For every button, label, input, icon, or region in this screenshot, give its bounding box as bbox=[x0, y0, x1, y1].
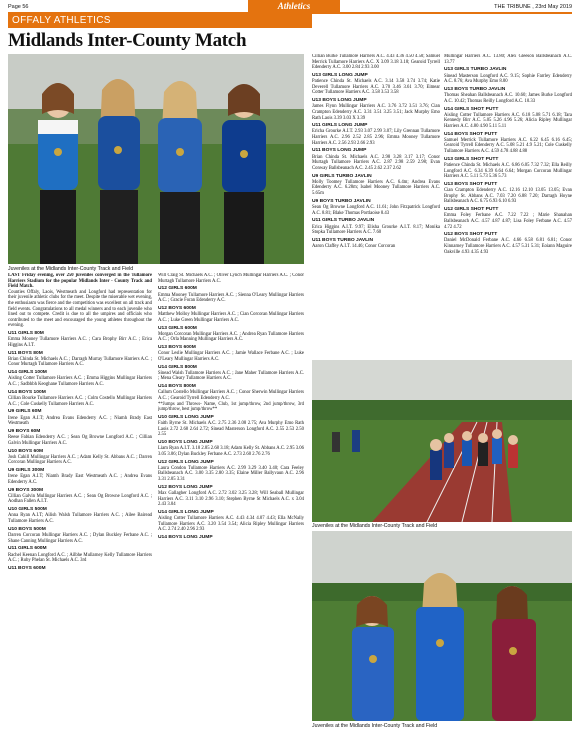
event-heading: U11 BOYS TURBO JAVLIN bbox=[312, 237, 374, 243]
result-paragraph: Laura Condon Tullamore Harriers A.C. 2.99 3.29 3.40 3.40; Cara Feeley Ballsbeanach A.C. 3.00 3.35 2.80 3.35; Elaine Miller Ballyvaun A.C. 2.96 3.31 2.05 3.31 bbox=[158, 465, 304, 483]
event-heading: U14 BOYS 100M bbox=[8, 389, 46, 395]
result-paragraph: Rachel Keenan Longford A.C. ; Ailbhe Mullarney Kelly Tullamore Harriers A.C. ; Ruby Phelan St. Michaels A.C. 3rd bbox=[8, 552, 152, 564]
result-paragraph: Sinead Masterson Longford A.C. 9.15; Sophie Farrley Edenderry A.C. 8.76; Ava Murphy Emo 8.00 bbox=[444, 73, 572, 85]
event-heading: U14 BOYS SHOT PUTT bbox=[444, 131, 498, 137]
result-paragraph: Emma Mooney Tullamore Harriers A.C. ; Sienna O'Leary Mullingar Harriers A.C. ; Gracie Foran Edenderry A.C. bbox=[158, 292, 304, 304]
result-paragraph: Darren Corcoran Mullingar Harriers A.C. ; Dylan Buckley Ferbane A.C. ; Shane Canning Mullingar Harriers A.C. bbox=[8, 532, 152, 544]
event-heading: U10 BOYS 500M bbox=[8, 526, 46, 532]
event-heading: U10 GIRLS 500M bbox=[8, 507, 47, 513]
article-column-1 bbox=[8, 273, 152, 725]
section-tab: Athletics bbox=[248, 0, 340, 12]
event-heading: U9 GIRLS 300M bbox=[8, 468, 45, 474]
result-paragraph: Cillian Galvin Mullingar Harriers A.C. ; Sean Og Browne Longford A.C. ; Aodhan Fallen A.I.T. bbox=[8, 493, 152, 505]
event-heading: U14 GIRLS SHOT PUTT bbox=[444, 106, 499, 112]
event-heading: U11 BOYS 80M bbox=[8, 350, 43, 356]
event-heading: U14 BOYS LONG JUMP bbox=[158, 535, 213, 541]
result-paragraph: Thomas Sheahan Ballsbeanach A.C. 10.60; James Burke Longford A.C. 10.42; Thomas Reilly Longford A.C. 10.33 bbox=[444, 93, 572, 104]
photo-top-image bbox=[8, 54, 304, 264]
event-heading: U12 BOYS LONG JUMP bbox=[158, 484, 213, 490]
article-column-3 bbox=[312, 54, 440, 366]
photo-middle-image bbox=[312, 360, 572, 522]
result-paragraph: Aisling Cotter Tullamore Harriers A.C. ; Emma Higgins Mullingar Harriers A.C. ; Sadbhbh Keoghane Tullamore Harriers A.C. bbox=[8, 376, 152, 388]
event-heading: U13 GIRLS LONG JUMP bbox=[312, 72, 368, 78]
section-strap: OFFALY ATHLETICS bbox=[8, 14, 312, 28]
result-paragraph: Liam Ryan A.I.T. 3.18 2.85 2.68 3.18; Adam Kelly St. Abbans A.C. 2.95 3.06 3.05 3.06; Dylan Buckley Ferbane A.C. 2.73 2.60 2.76 2.76 bbox=[158, 446, 304, 457]
result-paragraph: Patience Chinda St. Michaels A.C. 6.86 6.05 7.32 7.32; Ella Reilly Longford A.C. 6.34 6.39 6.64 6.64; Morgan Corcoran Mullingar Harriers A.C. 5.11 5.73 5.36 5.73 bbox=[444, 163, 572, 180]
photo-bottom-caption: Juveniles at the Midlands Inter-County Track and Field bbox=[312, 723, 438, 729]
result-paragraph: Conor Leslie Mullingar Harriers A.C. ; Jamie Wallace Ferbane A.C. ; Luke O'Leary Mullingar Harriers A.C. bbox=[158, 351, 304, 362]
result-paragraph: **Jumps and Throws- Name, Club, 1st jump/throw, 2nd jump/throw, 3rd jump/throw, best jump/throw** bbox=[158, 401, 304, 413]
result-paragraph: James Flynn Mullingar Harriers A.C. 3.76 3.72 3.51 3.76; Cian Crampton Edenderry A.C. 3.31 3.51 3.25 3.51; Jack Murphy Emo Rath Laois 3.39 3.03 X 3.39 bbox=[312, 104, 440, 121]
article-column-2 bbox=[158, 273, 304, 725]
event-heading: U9 GIRLS TURBO JAVLIN bbox=[312, 173, 372, 179]
result-paragraph: Aisling Cotter Tullamore Harriers A.C. 4.43 4.34 4.07 4.43; Ella McNally Tullamore Harriers A.C. 3.20 3.54 3.54; Alicia Ripley Mullingar Harriers A.C. 2.74 2.40 2.96 2.93 bbox=[158, 516, 304, 533]
result-paragraph: Cillian Burke Tullamore Harriers A.C. 4.43 4.36 4.50 4.50; Samuel Merrick Tullamore Harriers A.C. X 3.09 3.18 3.18; Gearoid Tyrrell Edenderry A.C. 3.00 2.84 2.93 3.00 bbox=[312, 54, 440, 71]
event-heading: U13 GIRLS SHOT PUTT bbox=[444, 156, 499, 162]
event-heading: U12 GIRLS LONG JUMP bbox=[158, 459, 214, 465]
page-number: Page 56 bbox=[8, 4, 29, 10]
result-paragraph: Morgan Corcoran Mullingar Harriers A.C. ; Andrea Ryan Tullamore Harriers A.C. ; Orla Manning Mullingar Harriers A.C. bbox=[158, 331, 304, 343]
event-heading: U14 GIRLS 800M bbox=[158, 364, 197, 370]
lead-text: LAST Friday evening, over 250 juveniles converged in the Tullamore Harriers Stadium for the popular Midlands Inter - County Track and Field Match. bbox=[8, 273, 152, 290]
result-paragraph: Max Gallagher Longford A.C. 2.72 3.02 3.25 3.28; Will Seaball Mullingar Harriers A.C. 3.11 3.10 2.96 3.10; Stephen Byrne St Michaels A.C. x 3.04 2.43 3.04 bbox=[158, 491, 304, 508]
photo-middle-caption: Juveniles at the Midlands Inter-County Track and Field bbox=[312, 523, 438, 529]
event-heading: U12 BOYS SHOT PUTT bbox=[444, 232, 498, 238]
article-column-4 bbox=[444, 54, 572, 366]
event-heading: U13 GIRLS TURBO JAVLIN bbox=[444, 67, 507, 73]
event-heading: U14 BOYS 800M bbox=[158, 384, 196, 390]
result-paragraph: Patience Chinda St. Michaels A.C. 3.14 3.58 3.74 3.74; Katie Deverell Tullamore Harriers A.C. 3.70 3.46 3.61 3.70; Eimear Cotter Tullamore Harriers A.C. 3.58 3.53 3.58 bbox=[312, 79, 440, 96]
result-paragraph: Cillian Bourke Tullamore Harriers A.C. ; Colm Costello Mullingar Harriers A.C. ; Cole Cuskelly Tullamore Harriers A.C. bbox=[8, 396, 152, 407]
event-heading: U11 GIRLS 80M bbox=[8, 331, 44, 337]
event-heading: U12 GIRLS SHOT PUTT bbox=[444, 207, 499, 213]
event-heading: U10 GIRLS LONG JUMP bbox=[158, 414, 214, 420]
event-heading: U11 BOYS 600M bbox=[8, 565, 46, 571]
photo-middle bbox=[312, 360, 572, 522]
result-paragraph: Samuel Merrick Tullamore Harriers A.C. 6.22 6.45 6.16 6.45; Gearoid Tyrrell Edenderry A.C. 5.08 5.21 4.9 5.21; Cole Cuskelly Tullamore Harriers A.C. 4.59 4.78 4.88 4.88 bbox=[444, 137, 572, 155]
event-heading: U13 BOYS LONG JUMP bbox=[312, 98, 367, 104]
result-paragraph: Molly Toomey Tullamore Harriers A.C. 6.4m; Andrea Evans Edenderry A.C. 6.28m; Isabel Mooney Tullamore Harriers A.C. 5.65m bbox=[312, 179, 440, 196]
event-heading: U13 BOYS TURBO JAVLIN bbox=[444, 86, 506, 92]
event-heading: U10 BOYS LONG JUMP bbox=[158, 440, 213, 446]
result-paragraph: Will Craig St. Michaels A.C. ; Oliver Lynch Mullingar Harriers A.C. ; Conor Murtagh Tullamore Harriers A.C. bbox=[158, 273, 304, 284]
event-heading: U9 GIRLS 60M bbox=[8, 409, 42, 415]
photo-bottom-image bbox=[312, 531, 572, 721]
event-heading: U9 BOYS 300M bbox=[8, 487, 44, 493]
event-heading: U13 BOYS SHOT PUTT bbox=[444, 181, 498, 187]
result-paragraph: Emma Mooney Tullamore Harriers A.C. ; Cara Brophy Birr A.C. ; Erica Higgins A.I.T. bbox=[8, 337, 152, 348]
event-heading: U13 BOYS 600M bbox=[158, 345, 196, 351]
event-heading: U11 GIRLS LONG JUMP bbox=[312, 123, 368, 129]
photo-top bbox=[8, 54, 304, 264]
event-heading: U11 GIRLS TURBO JAVLIN bbox=[312, 218, 375, 224]
event-heading: U14 GIRLS 100M bbox=[8, 370, 47, 376]
result-paragraph: Erica Higgins A.I.T. 9.97; Elisha Grourke A.I.T. 8.17; Monika Stopka Tullamore Harriers A.C. 7.60 bbox=[312, 224, 440, 236]
result-paragraph: Irene Egan A.I.T; Andrea Evans Edenderry A.C. ; Niamh Brady East Westmeath bbox=[8, 415, 152, 427]
result-paragraph: Irene Egan A.I.T; Niamh Brady East Westmeath A.C. ; Andrea Evans Edenderry A.C. bbox=[8, 474, 152, 485]
event-heading: U13 GIRLS 600M bbox=[158, 325, 197, 331]
result-paragraph: Emma Foley Ferbane A.C. 7.22 7.22 ; Marie Shanahan Ballsbeanach A.C. 4.57 4.87 4.87; Lisa Foley Ferbane A.C. 4.57 4.72 4.72 bbox=[444, 213, 572, 230]
result-paragraph: Counties Offaly, Laois, Westmeath and Longford had representation for their juvenile athletic clubs for the meet. Despite the miserable wet evening, the enthusiasm was fierce and the competition was excellent on all track and field events. Congratulations to all medal winners and to each juvenile who lined out to compete. Credit is due to all the umpires and officials who contributed to the meet and encouraged the young athletes throughout the evening. bbox=[8, 289, 152, 329]
result-paragraph: Daniel McDonald Ferbane A.C. 4.66 6.58 6.81 6.81; Conor Kinnarney Tullamore Harriers A.C. 4.57 5.31 5.31; Eoiann Maguire Oakville 4.93 4.35 4.93 bbox=[444, 238, 572, 255]
result-paragraph: Mullingar Harriers A.C. 13.80; Alex Gleeson Ballsbeanach A.C. 13.77 bbox=[444, 54, 572, 65]
event-heading: U12 BOYS 600M bbox=[158, 305, 196, 311]
result-paragraph: Josh Cahill Mullingar Harriers A.C. ; Adam Kelly St. Abbans A.C. ; Darren Corcoran Mullingar Harriers A.C. bbox=[8, 454, 152, 466]
photo-top-caption: Juveniles at the Midlands Inter-County Track and Field bbox=[8, 266, 134, 272]
headline: Midlands Inter-County Match bbox=[8, 30, 247, 51]
result-paragraph: Aisling Cotter Tullamore Harriers A.C. 6.18 5.08 5.71 6.18; Tara Kennedy Birr A.C. 5.05 5.26 4.96 5.26; Alicia Ripley Mullingar Harriers A.C. 4.80 4.90 5.11 5.11 bbox=[444, 112, 572, 129]
result-paragraph: Aaron Claffey A.I.T. 14.46; Conor Corcoran bbox=[312, 244, 396, 250]
result-paragraph: Callum Costello Mullingar Harriers A.C. ; Conor Sherwin Mullingar Harriers A.C. ; Gearoid Tyrrell Edenderry A.C. bbox=[158, 390, 304, 401]
result-paragraph bbox=[8, 273, 152, 290]
photo-bottom bbox=[312, 531, 572, 721]
paper-date: THE TRIBUNE , 23rd May 2019 bbox=[494, 4, 572, 10]
result-paragraph: Brian Chinda St. Michaels A.C. 2.98 3.28 3.17 3.17; Conor Murtagh Tullamore Harriers A.C. 2.87 2.98 2.59 2.98; Evan Conway Ballsbeanach A.C. 2.45 2.62 2.37 2.62 bbox=[312, 154, 440, 171]
result-paragraph: Sinead Walsh Tullamore Harriers A.C. ; Jane Maher Tullamore Harriers A.C. ; Mena Cleary Tullamore Harriers A.C. bbox=[158, 370, 304, 382]
result-paragraph: Ericha Grourke A.I.T. 2.93 3.07 2.99 3.07; Lily Grennan Tullamore Harriers A.C. 2.96 2.52 2.85 2.96; Emma Mooney Tullamore Harriers A.C. 2.56 2.93 2.66 2.93 bbox=[312, 129, 440, 146]
event-heading: U11 GIRLS 600M bbox=[8, 546, 47, 552]
event-heading: U9 BOYS TURBO JAVLIN bbox=[312, 198, 371, 204]
event-heading: U12 GIRLS 600M bbox=[158, 286, 197, 292]
result-paragraph: Faith Byrne St. Michaels A.C. 2.75 2.36 2.08 2.75; Ava Murphy Emo Rath Laois 2.72 2.68 2.64 2.72; Sinead Masterson Longford A.C. 2.55 2.53 2.50 2.55 bbox=[158, 421, 304, 438]
event-heading: U10 BOYS 60M bbox=[8, 448, 44, 454]
event-heading: U11 BOYS LONG JUMP bbox=[312, 148, 367, 154]
result-paragraph: Brian Chinda St. Michaels A.C. ; Darragh Murray Tullamore Harriers A.C. ; Conor Murtagh Tullamore Harriers A.C. bbox=[8, 356, 152, 368]
result-paragraph: Anna Ryan A.I.T; Ailish Walsh Tullamore Harriers A.C. ; Ailee Bairead Tullamore Harriers A.C. bbox=[8, 513, 152, 524]
result-paragraph: Cian Crampton Edenderry A.C. 12.16 12.10 13.05 13.05; Evan Brophy St. Abbans A.C. 7.03 7.20 6.88 7.20; Darragh Hoyne Ballsbeanach A.C. 6.75 6.93 6.10 6.93 bbox=[444, 188, 572, 205]
result-paragraph: Sean Og Browne Longford A.C. 11.61; John Fitzpatrick Longford A.C. 8.81; Blake Thomas Portlaoise 8.43 bbox=[312, 204, 440, 216]
event-heading: U14 GIRLS LONG JUMP bbox=[158, 509, 214, 515]
result-paragraph: Reese Fabian Edenderry A.C. ; Sean Og Browne Longford A.C. ; Cillian Galvin Mullingar Harriers A.C. bbox=[8, 435, 152, 446]
result-paragraph: Matthew Molloy Mullingar Harriers A.C. ; Cian Corcoran Mullingar Harriers A.C. ; Luke Green Mullingar Harriers A.C. bbox=[158, 312, 304, 323]
event-heading: U9 BOYS 60M bbox=[8, 428, 41, 434]
